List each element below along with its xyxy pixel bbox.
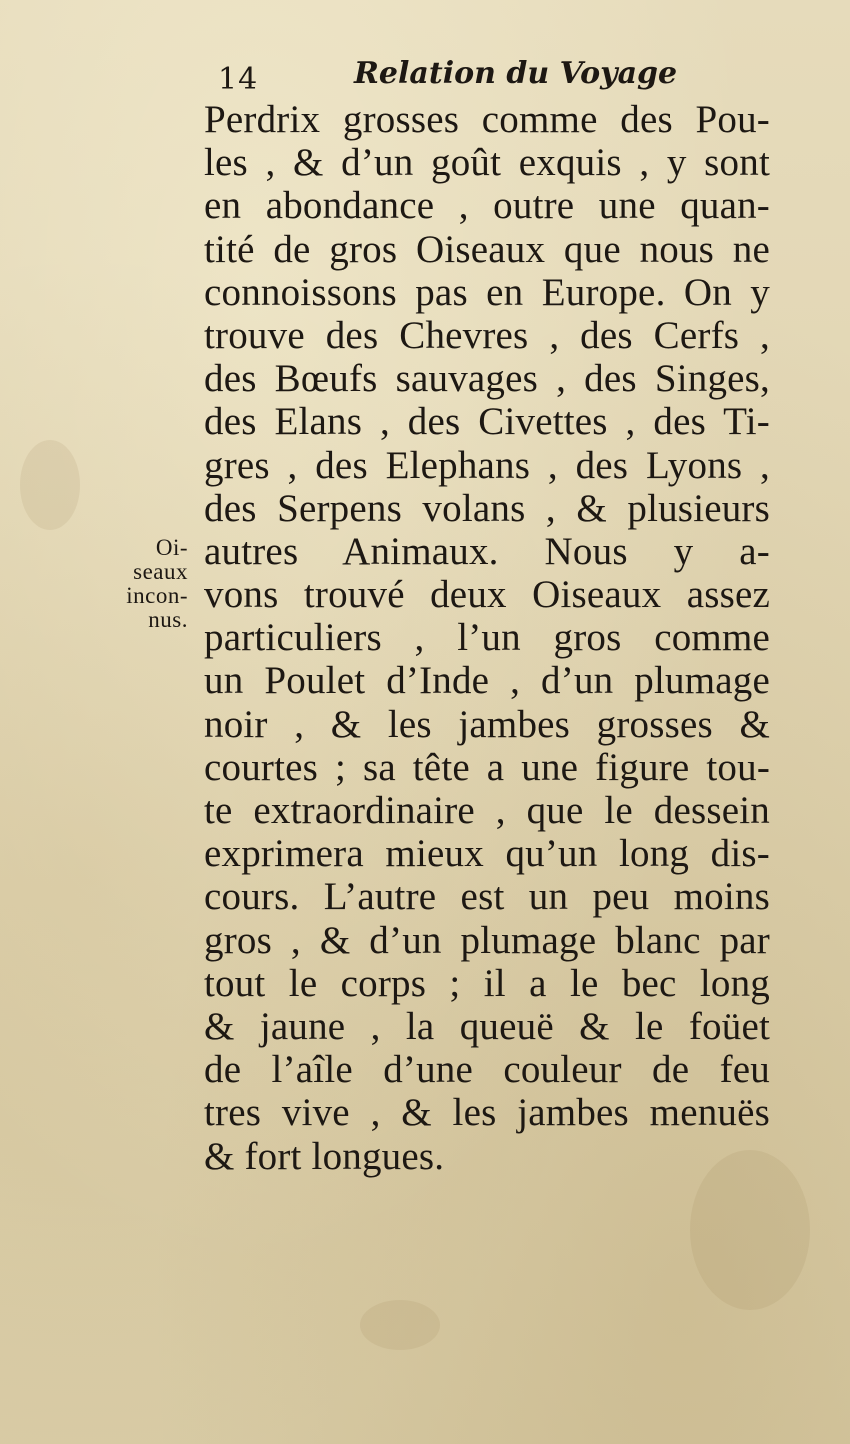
text-line: un Poulet d’Inde , d’un plumage bbox=[204, 659, 770, 703]
text-line: gros , & d’un plumage blanc par bbox=[204, 918, 770, 962]
text-line: des Bœufs sauvages , des Singes, bbox=[204, 357, 770, 401]
margin-note-line: seaux bbox=[133, 559, 188, 584]
text-line: tout le corps ; il a le bec long bbox=[204, 961, 770, 1005]
text-line: & fort longues. bbox=[204, 1134, 445, 1178]
text-line: trouve des Chevres , des Cerfs , bbox=[204, 313, 770, 357]
text-line: cours. L’autre est un peu moins bbox=[204, 875, 770, 919]
margin-note bbox=[108, 536, 188, 632]
text-line: Perdrix grosses comme des Pou- bbox=[204, 98, 770, 141]
text-line: en abondance , outre une quan- bbox=[204, 184, 770, 228]
margin-note-line: incon- bbox=[126, 583, 188, 608]
body-text bbox=[204, 98, 770, 1178]
paper-stain bbox=[20, 440, 80, 530]
text-line: & jaune , la queuë & le foüet bbox=[204, 1004, 770, 1048]
page-number: 14 bbox=[218, 62, 259, 97]
text-line: les , & d’un goût exquis , y sont bbox=[204, 141, 770, 185]
text-line: autres Animaux. Nous y a- bbox=[204, 529, 770, 573]
text-line: noir , & les jambes grosses & bbox=[204, 702, 770, 746]
text-line: vons trouvé deux Oiseaux assez bbox=[204, 573, 770, 617]
text-line: tres vive , & les jambes menuës bbox=[204, 1091, 770, 1135]
text-line: courtes ; sa tête a une figure tou- bbox=[204, 745, 770, 789]
text-line: gres , des Elephans , des Lyons , bbox=[204, 443, 770, 487]
paper-stain bbox=[360, 1300, 440, 1350]
text-line: de l’aîle d’une couleur de feu bbox=[204, 1048, 770, 1092]
text-line: particuliers , l’un gros comme bbox=[204, 616, 770, 660]
running-title: Relation du Voyage bbox=[354, 56, 678, 91]
margin-note-line: Oi- bbox=[155, 535, 188, 560]
text-line: tité de gros Oiseaux que nous ne bbox=[204, 227, 770, 271]
text-line: exprimera mieux qu’un long dis- bbox=[204, 832, 770, 876]
margin-note-line: nus. bbox=[148, 607, 188, 632]
text-line: te extraordinaire , que le dessein bbox=[204, 789, 770, 832]
text-line: connoissons pas en Europe. On y bbox=[204, 270, 770, 314]
text-line: des Serpens volans , & plusieurs bbox=[204, 486, 770, 530]
text-line: des Elans , des Civettes , des Ti- bbox=[204, 400, 770, 444]
page-header bbox=[218, 52, 678, 97]
